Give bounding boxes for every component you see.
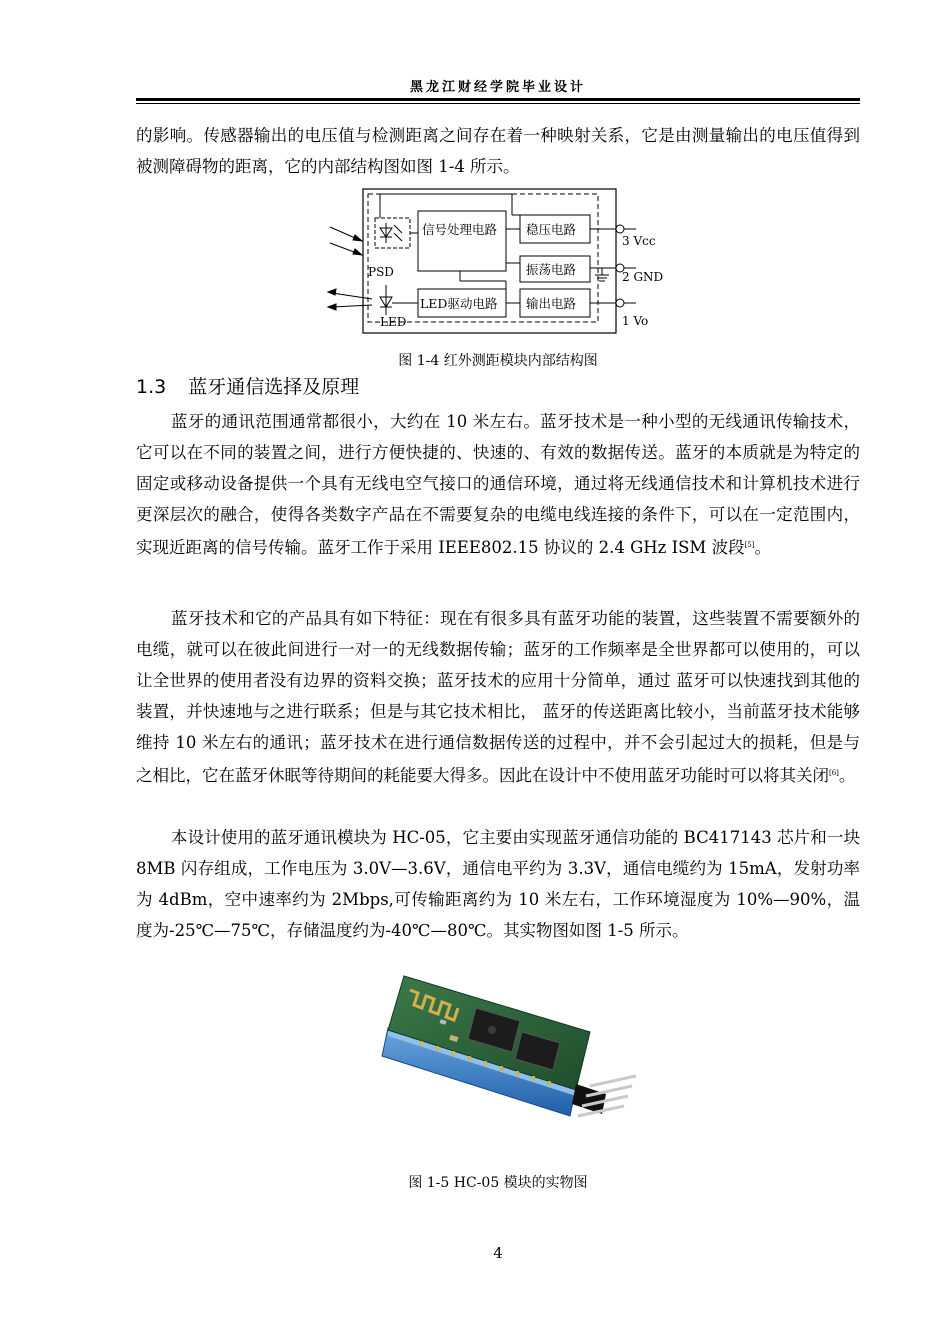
page-number: 4 bbox=[493, 1244, 503, 1262]
pin-vo-label: 1 Vo bbox=[622, 314, 649, 328]
regulator-label: 稳压电路 bbox=[526, 222, 577, 237]
connection-lines bbox=[380, 194, 616, 315]
section-title: 蓝牙通信选择及原理 bbox=[188, 376, 360, 398]
paragraph-hc05: 本设计使用的蓝牙通讯模块为 HC-05，它主要由实现蓝牙通信功能的 BC417143 芯片和一块 8MB 闪存组成，工作电压为 3.0V—3.6V，通信电平约为 3.3V，通信电缆约为 15mA，发射功率为 4dBm，空中速率约为 2Mbps,可传输距离约为 10 米左右，工作环境湿度为 10%—90%，温度为-25℃—75℃，存储温度约为-40℃—80℃。其实物图如图 1-5 所示。 bbox=[136, 828, 860, 940]
paragraph-text: 蓝牙的通讯范围通常都很小，大约在 10 米左右。蓝牙技术是一种小型的无线通讯传输技术，它可以在不同的装置之间，进行方便快捷的、快速的、有效的数据传送。蓝牙的本质就是为特定的固定或移动设备提供一个具有无线电空气接口的通信环境，通过将无线通信技术和计算机技术进行更深层次的融合，使得各类数字产品在不需要复杂的电缆电线连接的条件下，可以在一定范围内，实现近距离的信号传输。蓝牙工作于采用 IEEE802.15 协议的 2.4 GHz ISM 波段 bbox=[136, 412, 860, 557]
signal-processing-block bbox=[418, 211, 506, 271]
header-pins bbox=[578, 1076, 636, 1116]
header-rule-thin bbox=[136, 103, 860, 104]
psd-photodiode-icon bbox=[380, 223, 402, 243]
ir-module-block-diagram bbox=[320, 183, 670, 338]
page-header-title: 黑龙江财经学院毕业设计 bbox=[409, 80, 586, 95]
led-label: LED bbox=[380, 315, 407, 329]
paragraph-end: 。 bbox=[838, 766, 856, 785]
pin-vcc-label: 3 Vcc bbox=[622, 234, 656, 248]
header-rule-thick bbox=[136, 98, 860, 101]
section-heading bbox=[136, 372, 359, 399]
output-label: 输出电路 bbox=[526, 296, 577, 311]
hc05-module-photo bbox=[380, 968, 660, 1148]
incoming-light-arrows-icon bbox=[330, 227, 362, 255]
paragraph-text: 蓝牙技术和它的产品具有如下特征：现在有很多具有蓝牙功能的装置，这些装置不需要额外的电缆，就可以在彼此间进行一对一的无线数据传输；蓝牙的工作频率是全世界都可以使用的，可以让全世界的使用者没有边界的资料交换；蓝牙技术的应用十分简单，通过 蓝牙可以快速找到其他的装置，并快速地与之进行联系；但是与其它技术相比， 蓝牙的传送距离比较小，当前蓝牙技术能够维持 10 米左右的通讯；蓝牙技术在进行通信数据传送的过程中，并不会引起过大的损耗，但是与之相比，它在蓝牙休眠等待期间的耗能要大得多。因此在设计中不使用蓝牙功能时可以将其关闭 bbox=[136, 609, 860, 785]
psd-box bbox=[375, 218, 410, 248]
led-driver-label: LED驱动电路 bbox=[420, 296, 498, 311]
chip-marker bbox=[488, 1026, 496, 1034]
citation-ref: [6] bbox=[829, 769, 839, 777]
pin-gnd-label: 2 GND bbox=[622, 270, 664, 284]
paragraph-end: 。 bbox=[754, 538, 771, 557]
citation-ref: [5] bbox=[744, 541, 755, 549]
paragraph-bluetooth-range bbox=[136, 406, 860, 563]
figure-1-5-caption: 图 1-5 HC-05 模块的实物图 bbox=[408, 1175, 588, 1191]
section-number: 1.3 bbox=[136, 376, 167, 398]
oscillator-label: 振荡电路 bbox=[526, 262, 577, 277]
figure-1-4-caption: 图 1-4 红外测距模块内部结构图 bbox=[398, 353, 598, 369]
signal-processing-label: 信号处理电路 bbox=[422, 222, 498, 237]
outgoing-light-arrows-icon bbox=[328, 289, 372, 310]
paragraph-bluetooth-features bbox=[136, 603, 860, 791]
psd-label: PSD bbox=[368, 265, 394, 279]
paragraph-intro: 的影响。传感器输出的电压值与检测距离之间存在着一种映射关系，它是由测量输出的电压值得到被测障碍物的距离，它的内部结构图如图 1-4 所示。 bbox=[136, 126, 860, 176]
ground-icon bbox=[595, 268, 609, 281]
